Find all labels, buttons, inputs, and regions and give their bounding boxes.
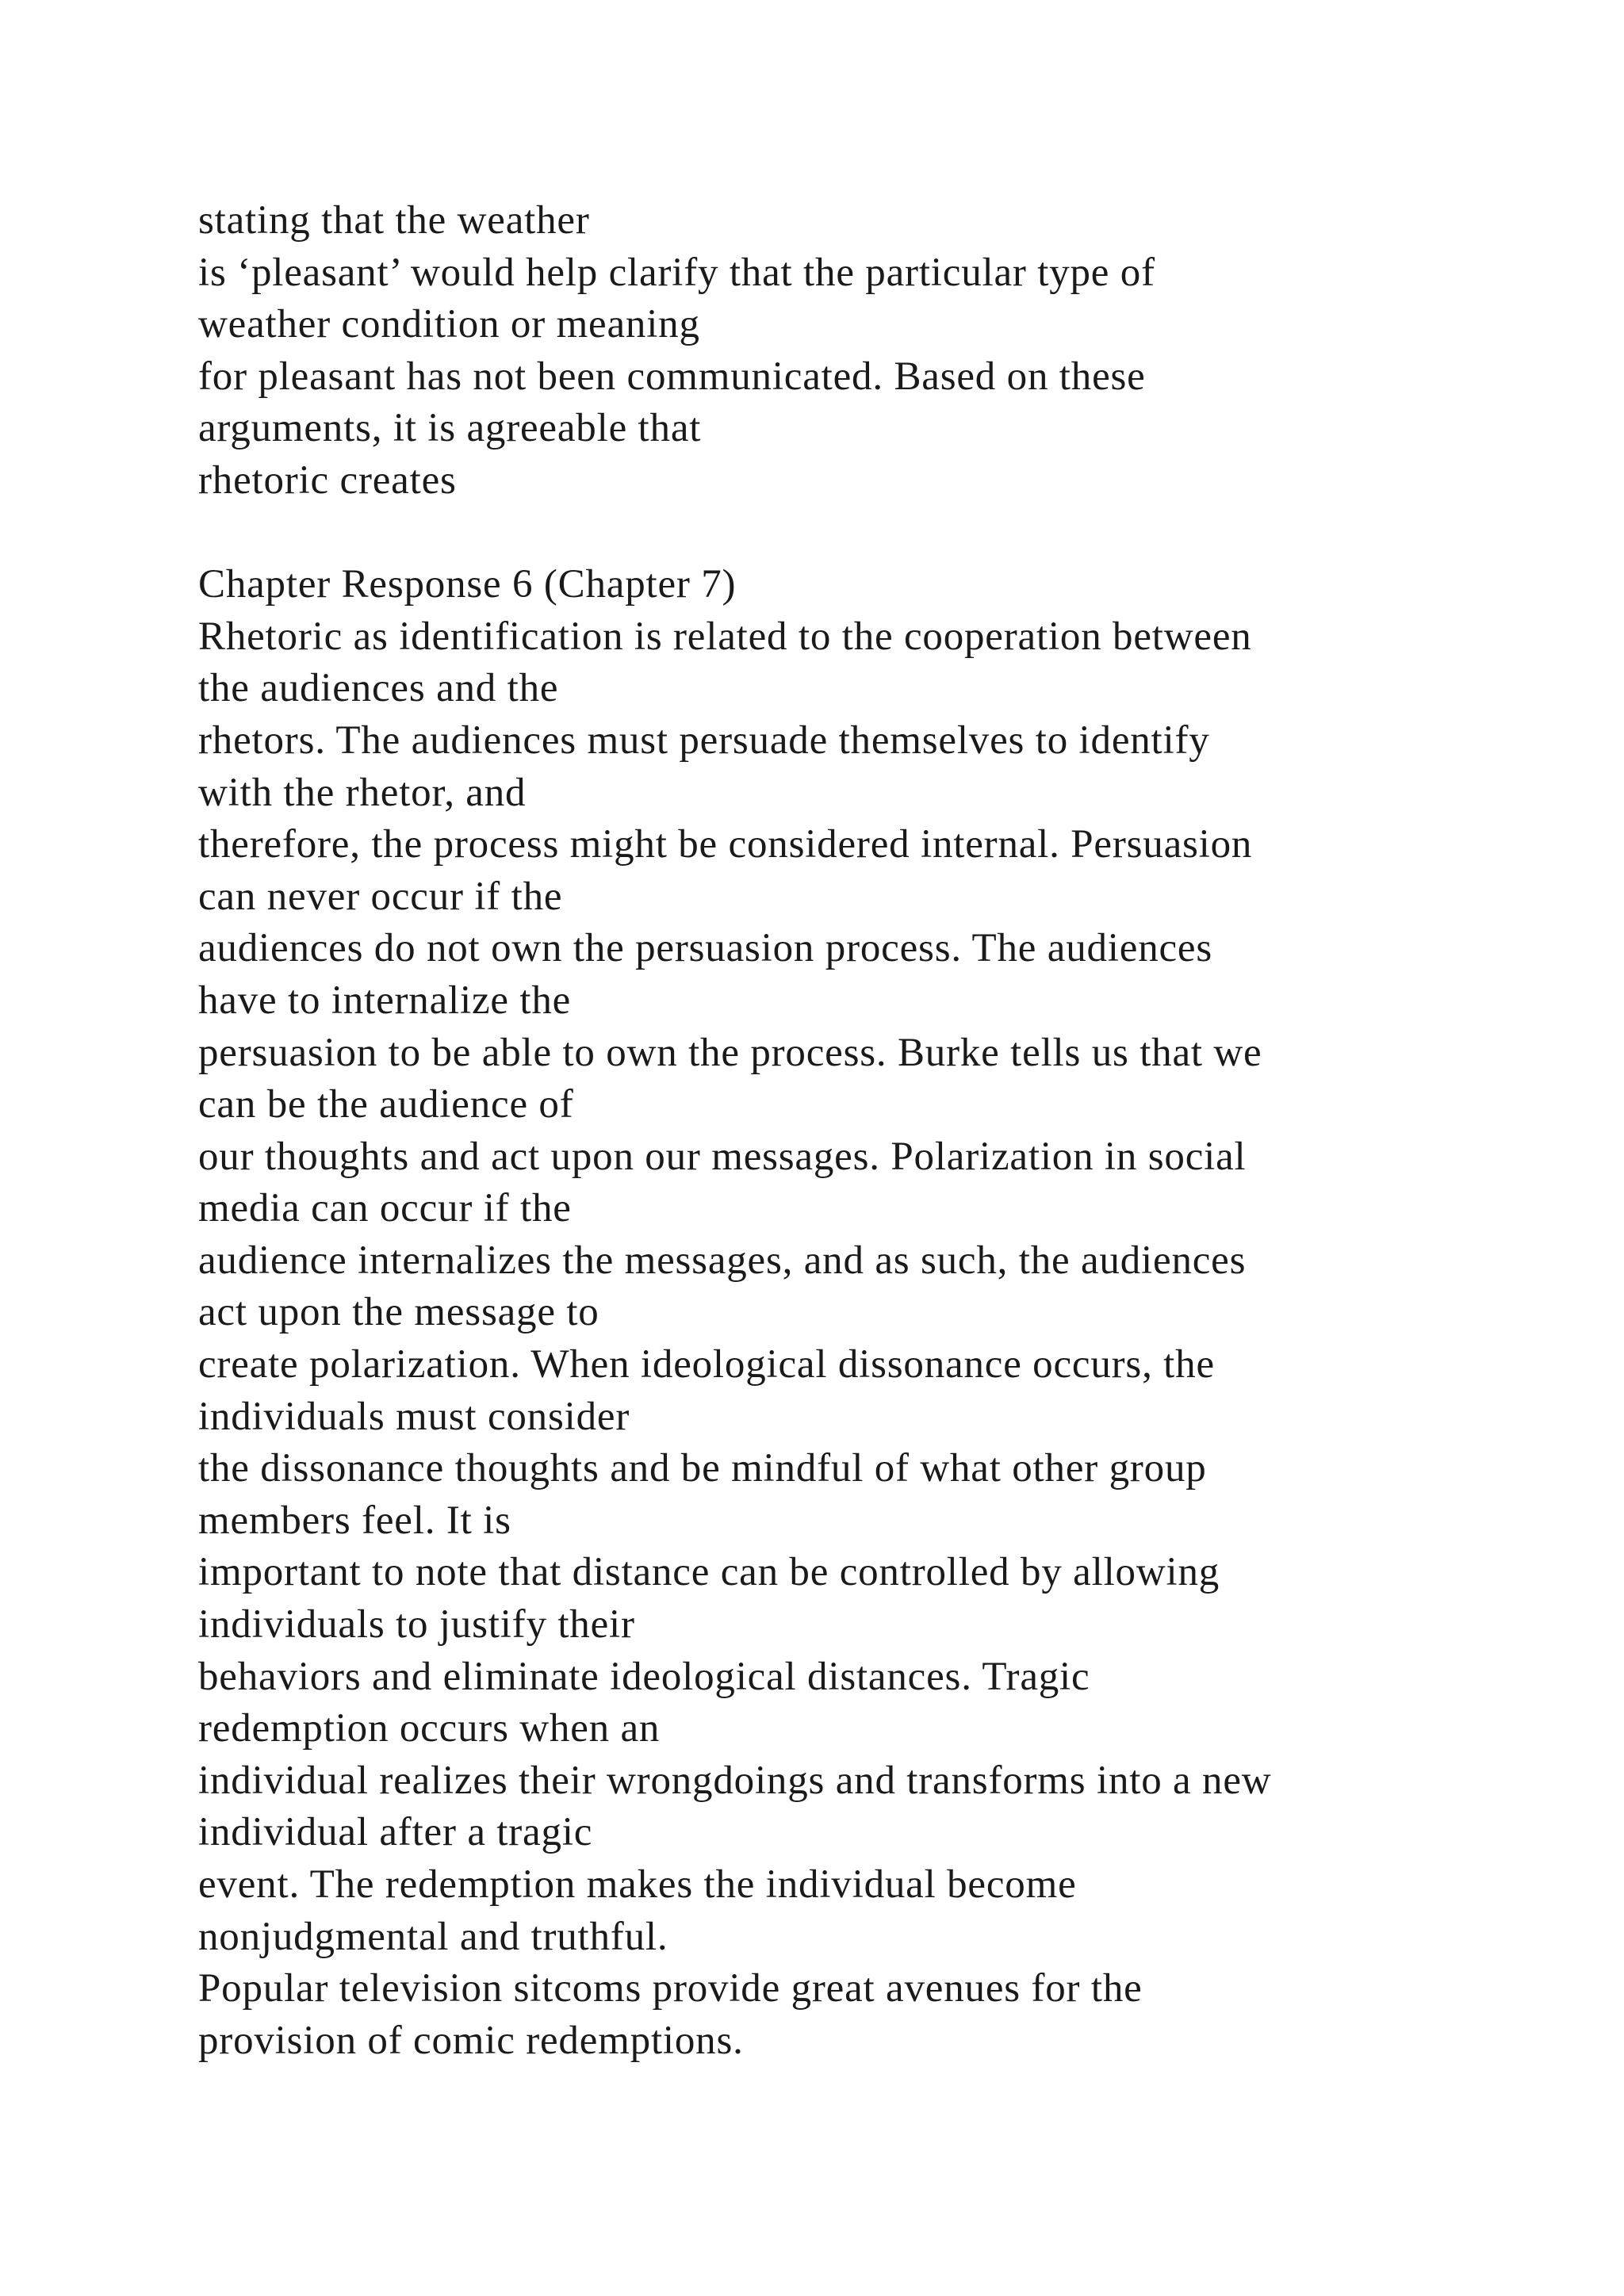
text-line: rhetoric creates xyxy=(198,457,457,503)
text-line: members feel. It is xyxy=(198,1498,511,1543)
text-line: arguments, it is agreeable that xyxy=(198,406,702,451)
text-line: media can occur if the xyxy=(198,1186,572,1231)
text-line: event. The redemption makes the individual become xyxy=(198,1862,1077,1907)
text-line: for pleasant has not been communicated. Based on these xyxy=(198,354,1146,399)
text-line: stating that the weather xyxy=(198,198,590,243)
text-line: create polarization. When ideological dissonance occurs, the xyxy=(198,1342,1215,1387)
text-line: with the rhetor, and xyxy=(198,770,527,815)
text-line: have to internalize the xyxy=(198,978,572,1023)
text-line: is ‘pleasant’ would help clarify that the particular type of xyxy=(198,250,1155,295)
text-line: important to note that distance can be controlled by allowing xyxy=(198,1550,1220,1595)
text-line: act upon the message to xyxy=(198,1290,599,1335)
text-line: can never occur if the xyxy=(198,874,563,919)
text-line: behaviors and eliminate ideological distances. Tragic xyxy=(198,1654,1090,1699)
section-heading: Chapter Response 6 (Chapter 7) xyxy=(198,562,737,607)
text-line: Rhetoric as identification is related to the cooperation between xyxy=(198,614,1252,659)
text-line: the dissonance thoughts and be mindful of what other group xyxy=(198,1446,1207,1491)
text-line: redemption occurs when an xyxy=(198,1706,661,1751)
text-line: provision of comic redemptions. xyxy=(198,2018,744,2063)
text-line: our thoughts and act upon our messages. Polarization in social xyxy=(198,1134,1247,1179)
text-line: audience internalizes the messages, and as such, the audiences xyxy=(198,1238,1247,1283)
text-line: individuals must consider xyxy=(198,1394,630,1439)
text-line: can be the audience of xyxy=(198,1082,574,1127)
text-line: individual realizes their wrongdoings and transforms into a new xyxy=(198,1758,1272,1803)
text-line: the audiences and the xyxy=(198,666,559,711)
text-line: persuasion to be able to own the process. Burke tells us that we xyxy=(198,1030,1262,1075)
text-line: rhetors. The audiences must persuade themselves to identify xyxy=(198,718,1210,763)
text-line: audiences do not own the persuasion process. The audiences xyxy=(198,926,1213,971)
text-line: individuals to justify their xyxy=(198,1602,635,1647)
text-line: therefore, the process might be considered internal. Persuasion xyxy=(198,822,1253,867)
text-line: Popular television sitcoms provide great avenues for the xyxy=(198,1966,1143,2011)
text-line: nonjudgmental and truthful. xyxy=(198,1914,668,1959)
blank-line xyxy=(198,507,1546,560)
text-line: individual after a tragic xyxy=(198,1810,593,1855)
document-body xyxy=(198,195,1546,2067)
text-line: weather condition or meaning xyxy=(198,302,700,347)
